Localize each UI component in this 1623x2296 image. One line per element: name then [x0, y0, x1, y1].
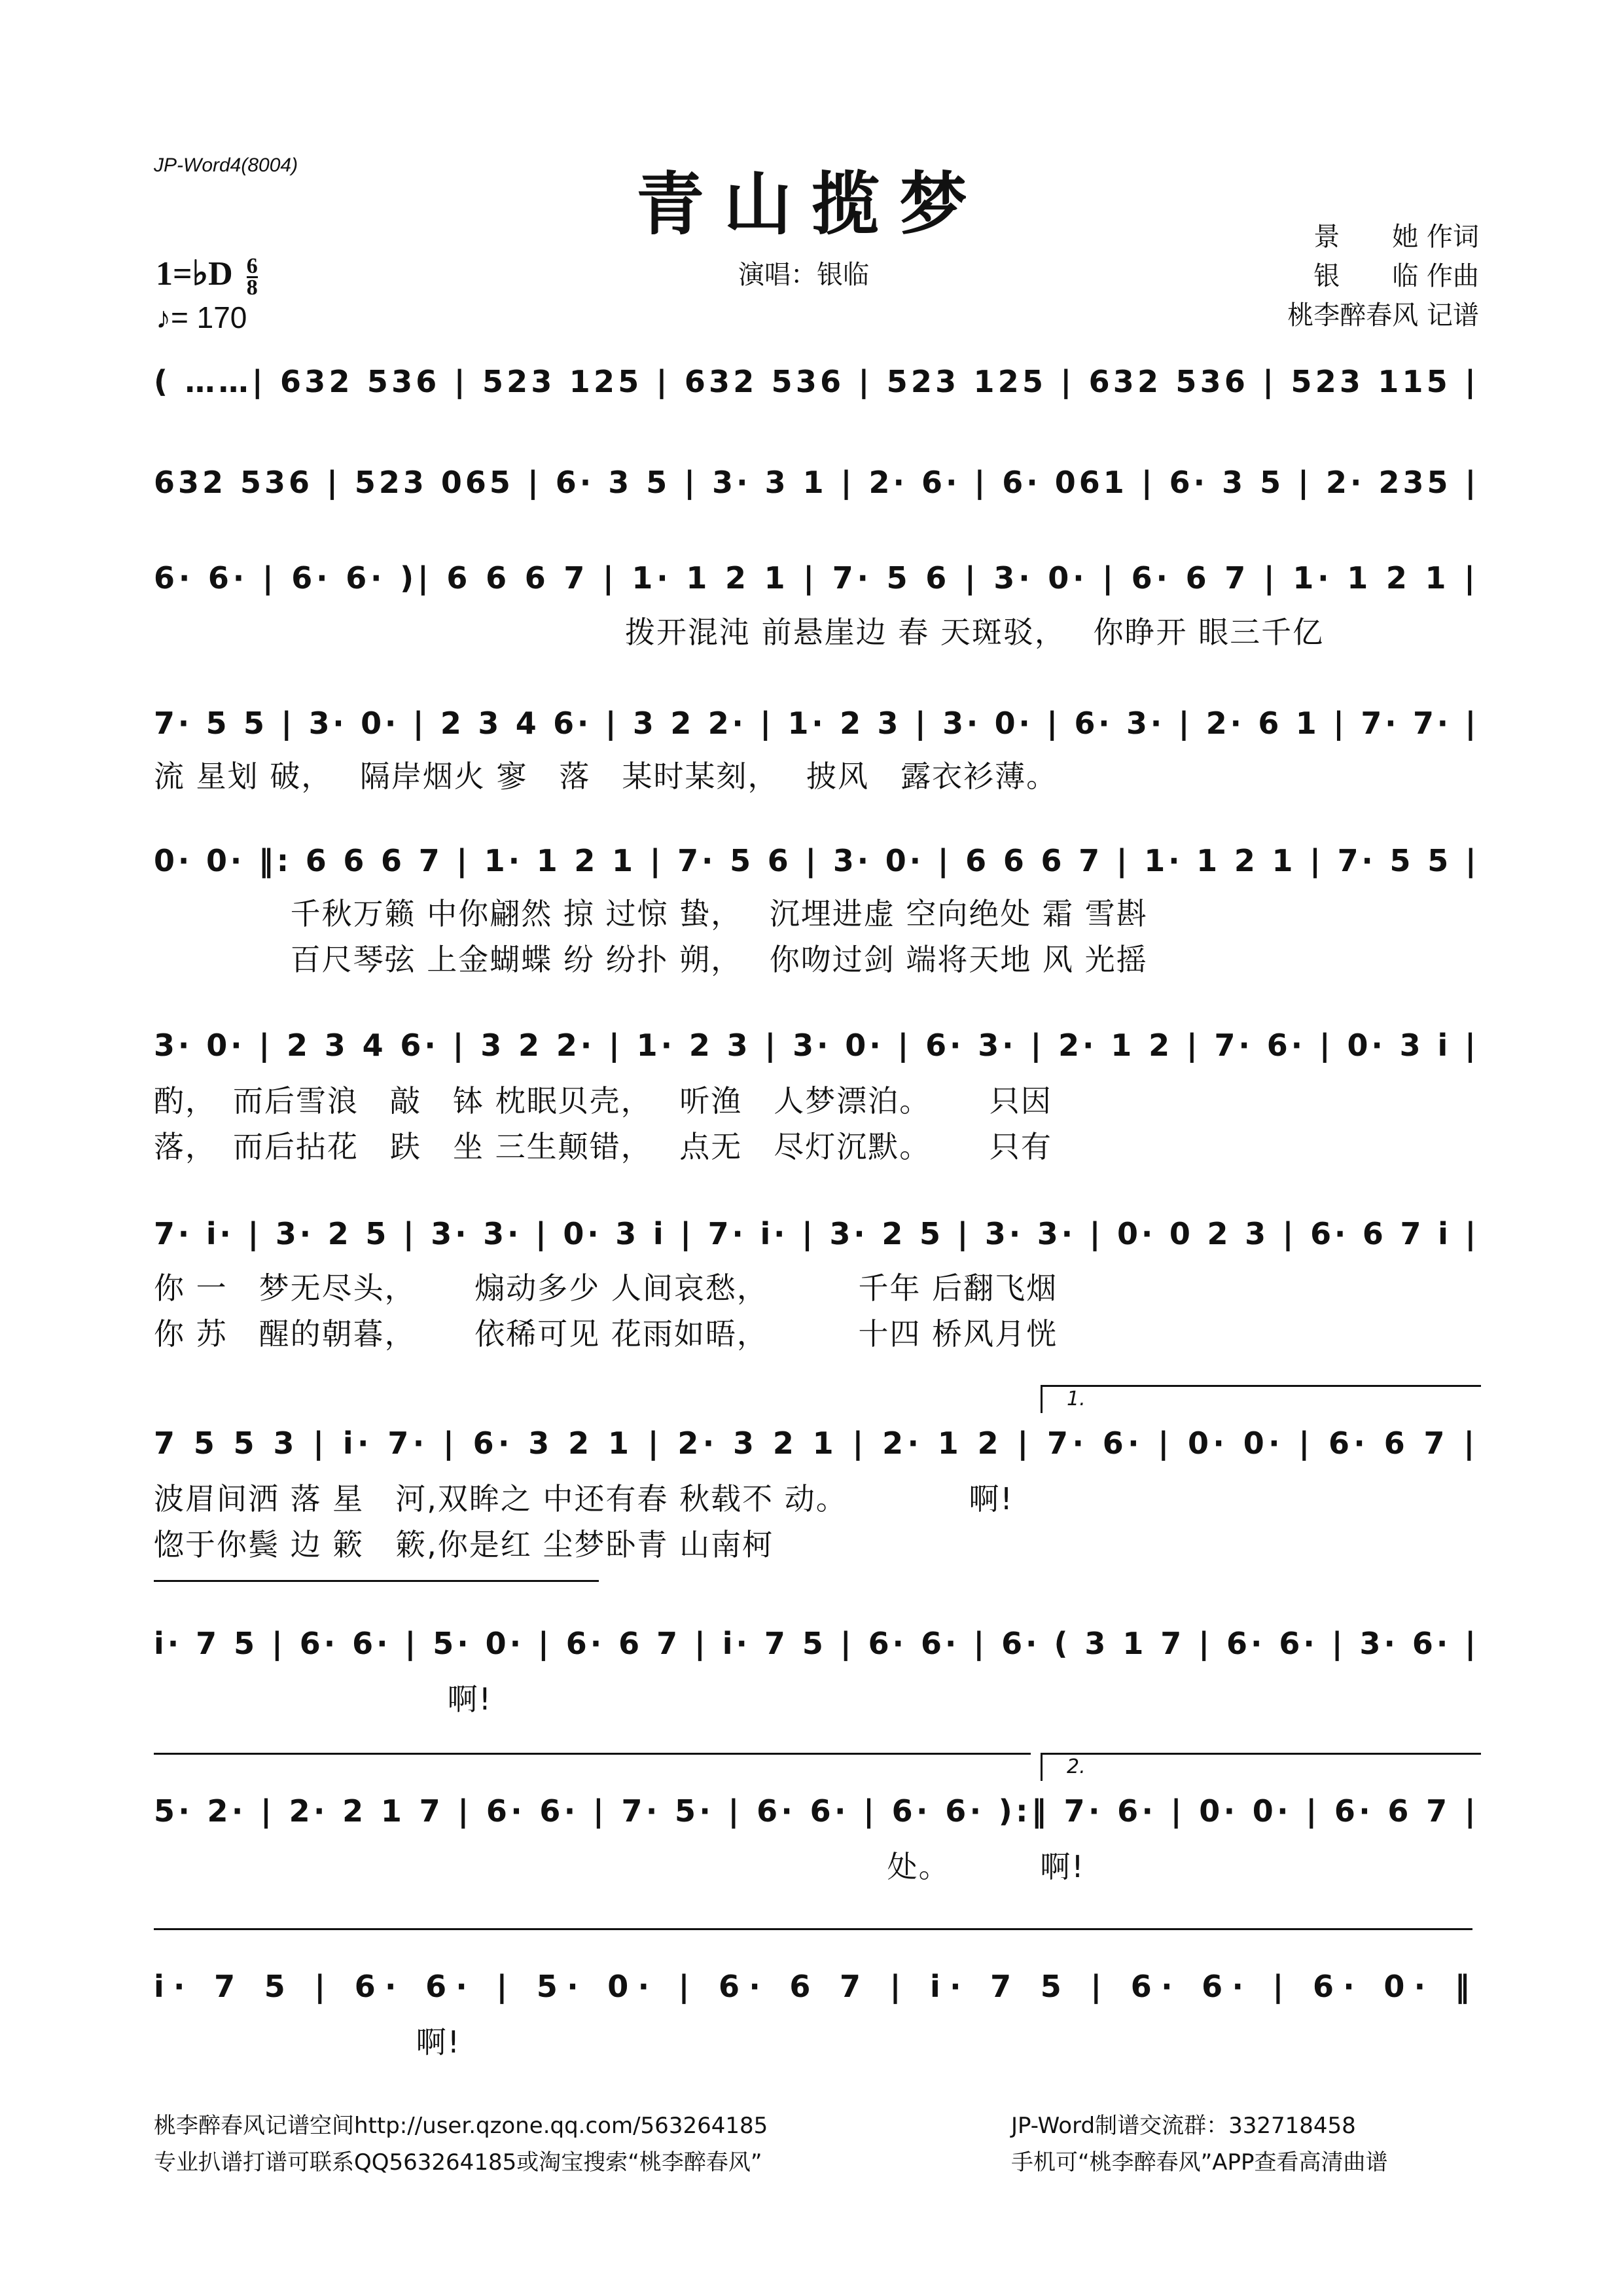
key-signature [156, 254, 258, 298]
notation-line-10 [154, 1788, 1479, 1834]
second-ending-label: 2. [1067, 1755, 1086, 1778]
lyric-line-8b: 惚于你鬓 边 簌 簌,你是红 尘梦卧青 山南柯 [154, 1527, 774, 1562]
notation-line-7 [154, 1211, 1479, 1257]
lyric-line-7a: 你 一 梦无尽头， 煽动多少 人间哀愁， 千年 后翻飞烟 [154, 1270, 1058, 1306]
time-top: 6 [246, 253, 258, 278]
lyric-line-5a: 千秋万籁 中你翩然 掠 过惊 蛰， 沉埋进虚 空向绝处 霜 雪斟 [154, 896, 1148, 931]
transcriber-credit: 桃李醉春风 记谱 [1287, 300, 1479, 331]
notes-3: 6· 6· | 6· 6· )| 6 6 6 7 | 1· 1 2 1 | 7· 5 6 | 3· 0· | 6· 6 7 | 1· 1 2 1 | [154, 560, 1479, 596]
notes-10: 5· 2· | 2· 2 1 7 | 6· 6· | 7· 5· | 6· 6· | 6· 6· ):‖ 7· 6· | 0· 0· | 6· 6 7 | [154, 1793, 1479, 1829]
volta-continuation-1 [154, 1580, 599, 1582]
notes-4: 7· 5 5 | 3· 0· | 2 3 4 6· | 3 2 2· | 1· 2 3 | 3· 0· | 6· 3· | 2· 6 1 | 7· 7· | [154, 706, 1480, 741]
volta-continuation-2 [154, 1753, 1031, 1755]
lyric-line-6b: 落， 而后拈花 趺 坐 三生颠错， 点无 尽灯沉默。 只有 [154, 1129, 1052, 1164]
lyric-line-7b: 你 苏 醒的朝暮， 依稀可见 花雨如晤， 十四 桥风月恍 [154, 1316, 1058, 1352]
key-label: 1=♭D [156, 255, 233, 293]
lyric-line-9a: 啊! [154, 1681, 493, 1717]
lyric-line-6a: 酌， 而后雪浪 敲 钵 枕眠贝壳， 听渔 人梦漂泊。 只因 [154, 1083, 1052, 1119]
notation-line-9 [154, 1621, 1479, 1666]
notes-11: i· 7 5 | 6· 6· | 5· 0· | 6· 6 7 | i· 7 5 | 6· 6· | 6· 0· ‖ [154, 1969, 1479, 2004]
footer-left-2: 专业扒谱打谱可联系QQ563264185或淘宝搜索“桃李醉春风” [154, 2149, 762, 2176]
composer-credit: 银 临 作曲 [1313, 261, 1479, 291]
software-label: JP-Word4(8004) [154, 154, 298, 176]
notes-1: ( ……| 632 536 | 523 125 | 632 536 | 523 125 | 632 536 | 523 115 | [154, 364, 1480, 399]
notation-line-6 [154, 1022, 1479, 1068]
notation-line-4 [154, 700, 1479, 746]
notation-line-1 [154, 359, 1479, 404]
singer-credit: 演唱：银临 [738, 260, 869, 290]
lyricist-credit: 景 她 作词 [1313, 222, 1479, 252]
lyric-line-11a: 啊! [154, 2024, 461, 2060]
lyric-line-10a: 处。 啊! [154, 1849, 1085, 1884]
notes-9: i· 7 5 | 6· 6· | 5· 0· | 6· 6 7 | i· 7 5 | 6· 6· | 6· ( 3 1 7 | 6· 6· | 3· 6· | [154, 1626, 1480, 1661]
song-title: 青山揽梦 [635, 164, 987, 244]
notation-line-2 [154, 459, 1479, 505]
first-ending-label: 1. [1067, 1388, 1086, 1410]
time-signature [246, 253, 258, 300]
time-bottom: 8 [246, 275, 258, 300]
notes-8: 7 5 5 3 | i· 7· | 6· 3 2 1 | 2· 3 2 1 | 2· 1 2 | 7· 6· | 0· 0· | 6· 6 7 | [154, 1426, 1479, 1461]
notation-line-3 [154, 555, 1479, 601]
notation-line-11 [154, 1964, 1479, 2009]
lyric-line-3a: 拨开混沌 前悬崖边 春 天斑驳， 你睁开 眼三千亿 [154, 615, 1325, 650]
notes-7: 7· i· | 3· 2 5 | 3· 3· | 0· 3 i | 7· i· | 3· 2 5 | 3· 3· | 0· 0 2 3 | 6· 6 7 i | [154, 1216, 1480, 1251]
credits-block [1287, 217, 1479, 335]
notes-2: 632 536 | 523 065 | 6· 3 5 | 3· 3 1 | 2· 6· | 6· 061 | 6· 3 5 | 2· 235 | [154, 465, 1480, 500]
lyric-line-4a: 流 星划 破， 隔岸烟火 寥 落 某时某刻， 披风 露衣衫薄。 [154, 759, 1058, 794]
second-ending-bracket [1041, 1753, 1481, 1781]
lyric-line-5b: 百尺琴弦 上金蝴蝶 纷 纷扑 朔， 你吻过剑 端将天地 风 光摇 [154, 942, 1148, 977]
footer-left-1: 桃李醉春风记谱空间http://user.qzone.qq.com/563264185 [154, 2113, 768, 2139]
lyric-line-8a: 波眉间洒 落 星 河,双眸之 中还有春 秋载不 动。 啊! [154, 1481, 1014, 1516]
footer-right-2: 手机可“桃李醉春风”APP查看高清曲谱 [1011, 2149, 1388, 2176]
notes-5: 0· 0· ‖: 6 6 6 7 | 1· 1 2 1 | 7· 5 6 | 3· 0· | 6 6 6 7 | 1· 1 2 1 | 7· 5 5 | [154, 843, 1480, 878]
footer-right-1: JP-Word制谱交流群：332718458 [1011, 2113, 1356, 2139]
volta-continuation-3 [154, 1928, 1472, 1930]
first-ending-bracket [1041, 1385, 1481, 1413]
notes-6: 3· 0· | 2 3 4 6· | 3 2 2· | 1· 2 3 | 3· 0· | 6· 3· | 2· 1 2 | 7· 6· | 0· 3 i | [154, 1028, 1479, 1063]
tempo-mark: ♪= 170 [156, 300, 247, 334]
notation-line-5 [154, 838, 1479, 884]
notation-line-8 [154, 1420, 1479, 1466]
